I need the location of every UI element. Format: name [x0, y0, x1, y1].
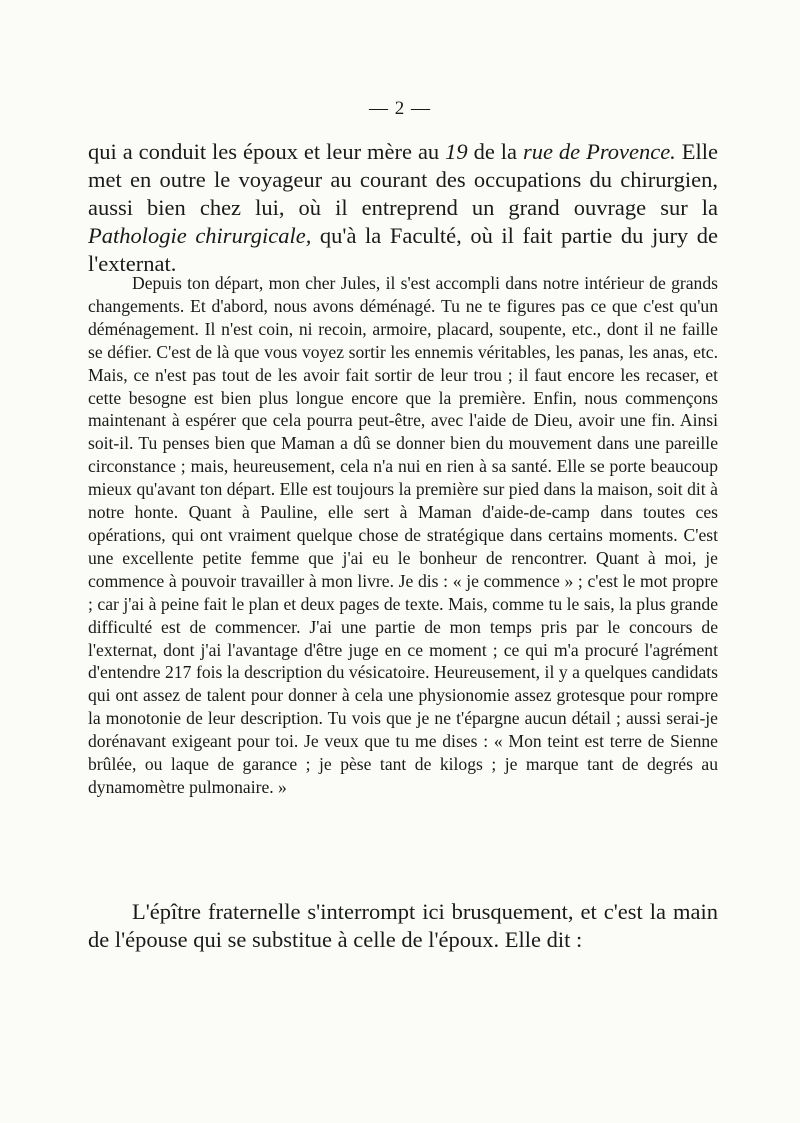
narrative-paragraph	[88, 138, 718, 278]
narrative-part-2: de la	[467, 139, 523, 164]
narrative-part-3: Elle met en outre le voyageur au courant des occupations du chirurgien, aussi bien chez lui, où il entreprend un grand ouvrage sur la	[88, 139, 718, 220]
street-number: 19	[445, 139, 468, 164]
street-name: rue de Provence.	[522, 139, 676, 164]
page-number: — 2 —	[369, 98, 431, 119]
narrative-part-1: qui a conduit les époux et leur mère au	[88, 139, 446, 164]
narrative-part-4: qu'à la Faculté, où il fait partie du jury de l'externat.	[88, 223, 719, 276]
letter-quote	[88, 272, 718, 799]
book-title: Pathologie chirurgicale,	[88, 223, 312, 248]
closing-paragraph	[88, 898, 718, 954]
narrative-text	[88, 138, 718, 278]
closing-text: L'épître fraternelle s'interrompt ici brusquement, et c'est la main de l'épouse qui se substitue à celle de l'époux. Elle dit :	[88, 899, 718, 952]
letter-text: Depuis ton départ, mon cher Jules, il s'est accompli dans notre intérieur de grands changements. Et d'abord, nous avons déménagé. Tu ne te figures pas ce que c'est qu'un déménagement. Il n'est coin, ni recoin, armoire, placard, soupente, etc., dont il ne faille se défier. C'est de là que vous voyez sortir les ennemis véritables, les panas, les anas, etc. Mais, ce n'est pas tout de les avoir fait sortir de leur trou ; il faut encore les recaser, et cette besogne est bien plus longue encore que la première. Enfin, nous commençons maintenant à espérer que cela pourra peut-être, avec l'aide de Dieu, avoir une fin. Ainsi soit-il. Tu penses bien que Maman a dû se donner bien du mouvement dans une pareille circonstance ; mais, heureusement, cela n'a nui en rien à sa santé. Elle se porte beaucoup mieux qu'avant ton départ. Elle est toujours la première sur pied dans la maison, soit dit à notre honte. Quant à Pauline, elle sert à Maman d'aide-de-camp dans toutes ces opérations, qui ont vraiment quelque chose de stratégique dans certains moments. C'est une excellente petite femme que j'ai eu le bonheur de rencontrer. Quant à moi, je commence à pouvoir travailler à mon livre. Je dis : « je commence » ; c'est le mot propre ; car j'ai à peine fait le plan et deux pages de texte. Mais, comme tu le sais, la plus grande difficulté est de commencer. J'ai une partie de mon temps pris par le concours de l'externat, dont j'ai l'avantage d'être juge en ce moment ; ce qui m'a procuré l'agrément d'entendre 217 fois la description du vésicatoire. Heureusement, il y a quelques candidats qui ont assez de talent pour donner à cela une physionomie assez grotesque pour rompre la monotonie de leur description. Tu vois que je ne t'épargne aucun détail ; aussi serai-je dorénavant exigeant pour toi. Je veux que tu me dises : « Mon teint est terre de Sienne brûlée, ou laque de garance ; je pèse tant de kilogs ; je marque tant de degrés au dynamomètre pulmonaire. »	[88, 273, 718, 797]
